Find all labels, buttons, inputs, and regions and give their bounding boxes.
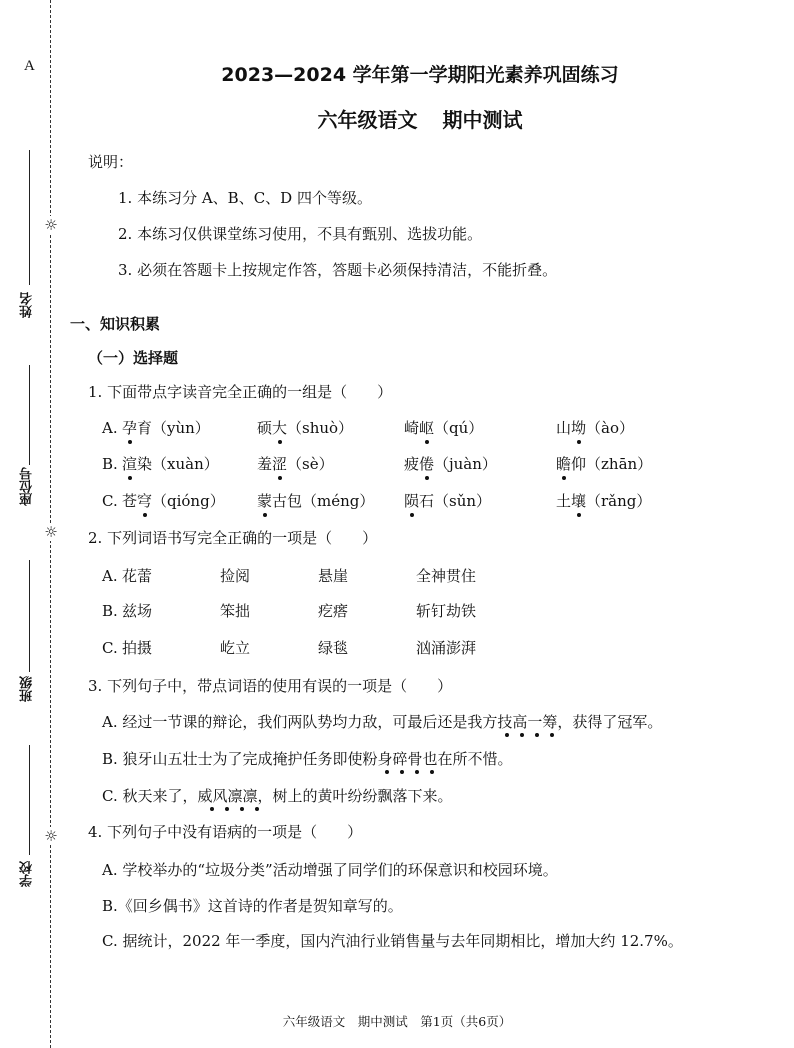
class-label: 班级	[20, 676, 35, 702]
emphasis-dot	[255, 807, 259, 811]
page-footer: 六年级语文 期中测试 第1页（共6页）	[282, 1014, 512, 1029]
emphasis-dot	[577, 440, 581, 444]
emphasis-dot	[400, 770, 404, 774]
q4-option-c[interactable]: C. 据统计，2022 年一季度，国内汽油行业销售量与去年同期相比，增加大约 12.7%。	[102, 932, 683, 950]
emphasis-dot	[128, 476, 132, 480]
question-3-stem: 3. 下列句子中，带点词语的使用有误的一项是（ ）	[88, 677, 453, 695]
q2-b-word: 兹场	[122, 602, 153, 620]
instruction-item: 3. 必须在答题卡上按规定作答，答题卡必须保持清洁，不能折叠。	[118, 261, 558, 279]
q1-b-word: 羞涩（sè）	[257, 455, 334, 473]
q1-a-word: 孕育（yùn）	[122, 419, 210, 437]
emphasis-dot	[505, 733, 509, 737]
q2-a-word: 捡阅	[220, 567, 251, 585]
q2-c-word: 绿毯	[318, 639, 349, 657]
q1-c-word: 苍穹（qióng）	[122, 492, 225, 510]
q2-b-word: 疙瘩	[318, 602, 349, 620]
q2-b-word: 笨拙	[220, 602, 251, 620]
emphasis-dot	[385, 770, 389, 774]
q1-a-word: 硕大（shuò）	[257, 419, 354, 437]
q1-option-c-label[interactable]: C.	[102, 492, 118, 510]
section-title: 一、知识积累	[70, 315, 161, 333]
paper-version-mark: A	[24, 58, 35, 74]
emphasis-dot	[263, 513, 267, 517]
seat-fill-line	[29, 365, 30, 465]
binding-hole-icon: ☼	[42, 216, 60, 234]
q2-c-word: 屹立	[220, 639, 251, 657]
emphasis-dot	[425, 476, 429, 480]
emphasis-dot	[535, 733, 539, 737]
question-2-stem: 2. 下列词语书写完全正确的一项是（ ）	[88, 529, 378, 547]
school-label: 学校	[20, 861, 35, 887]
emphasis-dot	[278, 440, 282, 444]
q1-c-word: 陨石（sǔn）	[404, 492, 492, 510]
binding-hole-icon: ☼	[42, 827, 60, 845]
emphasis-dot	[240, 807, 244, 811]
instructions-heading: 说明：	[88, 153, 134, 171]
q2-c-word: 拍摄	[122, 639, 153, 657]
name-fill-line	[29, 150, 30, 285]
q4-option-b[interactable]: B.《回乡偶书》这首诗的作者是贺知章写的。	[102, 897, 403, 915]
emphasis-dot	[143, 513, 147, 517]
school-fill-line	[29, 745, 30, 855]
exam-subtitle: 六年级语文 期中测试	[317, 108, 523, 132]
name-label: 姓名	[20, 292, 35, 318]
question-1-stem: 1. 下面带点字读音完全正确的一组是（ ）	[88, 383, 393, 401]
emphasis-dot	[410, 513, 414, 517]
binding-hole-icon: ☼	[42, 523, 60, 541]
emphasis-dot	[430, 770, 434, 774]
emphasis-dot	[562, 476, 566, 480]
emphasis-dot	[425, 440, 429, 444]
q3-option-b[interactable]: B. 狼牙山五壮士为了完成掩护任务即使粉身碎骨也在所不惜。	[102, 750, 513, 768]
seat-label: 座位号	[20, 467, 35, 506]
q2-b-word: 斩钉劫铁	[416, 602, 477, 620]
instruction-item: 2. 本练习仅供课堂练习使用，不具有甄别、选拔功能。	[118, 225, 483, 243]
emphasis-dot	[520, 733, 524, 737]
q1-option-b-label[interactable]: B.	[102, 455, 118, 473]
question-4-stem: 4. 下列句子中没有语病的一项是（ ）	[88, 823, 363, 841]
q1-a-word: 崎岖（qú）	[404, 419, 484, 437]
emphasis-dot	[128, 440, 132, 444]
q1-option-a-label[interactable]: A.	[102, 419, 118, 437]
emphasis-dot	[225, 807, 229, 811]
q1-c-word: 土壤（rǎng）	[556, 492, 652, 510]
q2-option-a-label[interactable]: A.	[102, 567, 118, 585]
emphasis-dot	[415, 770, 419, 774]
q2-a-word: 悬崖	[318, 567, 349, 585]
q1-b-word: 渲染（xuàn）	[122, 455, 219, 473]
emphasis-dot	[577, 513, 581, 517]
subsection-title: （一）选择题	[88, 349, 179, 367]
class-fill-line	[29, 560, 30, 672]
emphasis-dot	[550, 733, 554, 737]
q2-a-word: 花蕾	[122, 567, 153, 585]
q3-option-c[interactable]: C. 秋天来了，威风凛凛，树上的黄叶纷纷飘落下来。	[102, 787, 453, 805]
q2-a-word: 全神贯住	[416, 567, 477, 585]
q4-option-a[interactable]: A. 学校举办的“垃圾分类”活动增强了同学们的环保意识和校园环境。	[102, 861, 558, 879]
emphasis-dot	[278, 476, 282, 480]
q1-b-word: 瞻仰（zhān）	[556, 455, 653, 473]
instruction-item: 1. 本练习分 A、B、C、D 四个等级。	[118, 189, 372, 207]
q1-a-word: 山坳（ào）	[556, 419, 634, 437]
q2-c-word: 汹涌澎湃	[416, 639, 477, 657]
q3-option-a[interactable]: A. 经过一节课的辩论，我们两队势均力敌，可最后还是我方技高一筹，获得了冠军。	[102, 713, 663, 731]
q2-option-b-label[interactable]: B.	[102, 602, 118, 620]
emphasis-dot	[210, 807, 214, 811]
q1-c-word: 蒙古包（méng）	[257, 492, 375, 510]
q2-option-c-label[interactable]: C.	[102, 639, 118, 657]
exam-title: 2023—2024 学年第一学期阳光素养巩固练习	[221, 64, 619, 86]
q1-b-word: 疲倦（juàn）	[404, 455, 497, 473]
